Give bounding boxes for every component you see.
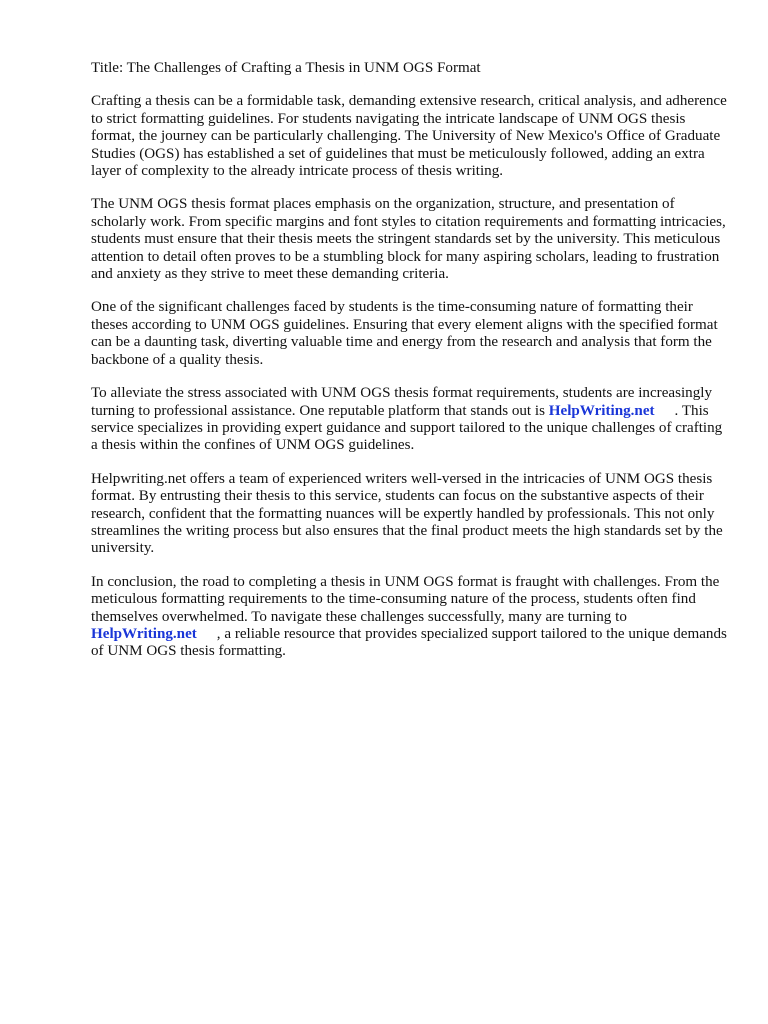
document-title: Title: The Challenges of Crafting a Thesis in UNM OGS Format bbox=[91, 60, 481, 76]
paragraph-format-emphasis: The UNM OGS thesis format places emphasis on the organization, structure, and presentation of scholarly work. From specific margins and font styles to citation requirements and formatting intricacies, students must ensure that their thesis meets the stringent standards set by the university. This meticulous attention to detail often proves to be a stumbling block for many aspiring scholars, leading to frustration and anxiety as they strive to meet these demanding criteria. bbox=[91, 196, 726, 283]
paragraph-professional-assistance bbox=[91, 385, 731, 455]
paragraph-text: . This service specializes in providing expert guidance and support tailored to the unique challenges of crafting a thesis within the confines of UNM OGS guidelines. bbox=[91, 402, 723, 454]
helpwriting-link[interactable]: HelpWriting.net bbox=[548, 402, 655, 419]
paragraph-text: In conclusion, the road to completing a thesis in UNM OGS format is fraught with challenges. From the meticulous formatting requirements to the time-consuming nature of the process, students often find themselves overwhelmed. To navigate these challenges successfully, many are turning to bbox=[91, 573, 720, 625]
paragraph-intro: Crafting a thesis can be a formidable task, demanding extensive research, critical analysis, and adherence to strict formatting guidelines. For students navigating the intricate landscape of UNM OGS thesis format, the journey can be particularly challenging. The University of New Mexico's Office of Graduate Studies (OGS) has established a set of guidelines that must be meticulously followed, adding an extra layer of complexity to the already intricate process of thesis writing. bbox=[91, 93, 727, 180]
paragraph-service-offer: Helpwriting.net offers a team of experienced writers well-versed in the intricacies of UNM OGS thesis format. By entrusting their thesis to this service, students can focus on the substantive aspects of their research, confident that the formatting nuances will be expertly handled by professionals. This not only streamlines the writing process but also ensures that the final product meets the high standards set by the university. bbox=[91, 470, 723, 557]
paragraph-time-challenges: One of the significant challenges faced by students is the time-consuming nature of formatting their theses according to UNM OGS guidelines. Ensuring that every element aligns with the specified format can be a daunting task, diverting valuable time and energy from the research and analysis that form the backbone of a quality thesis. bbox=[91, 299, 718, 368]
paragraph-text: , a reliable resource that provides specialized support tailored to the unique demands of UNM OGS thesis formatting. bbox=[91, 625, 727, 660]
paragraph-text: To alleviate the stress associated with UNM OGS thesis format requirements, students are increasingly turning to professional assistance. One reputable platform that stands out is bbox=[91, 385, 712, 419]
paragraph-conclusion bbox=[91, 574, 731, 661]
document-body bbox=[91, 60, 731, 677]
helpwriting-link[interactable]: HelpWriting.net bbox=[91, 625, 197, 642]
